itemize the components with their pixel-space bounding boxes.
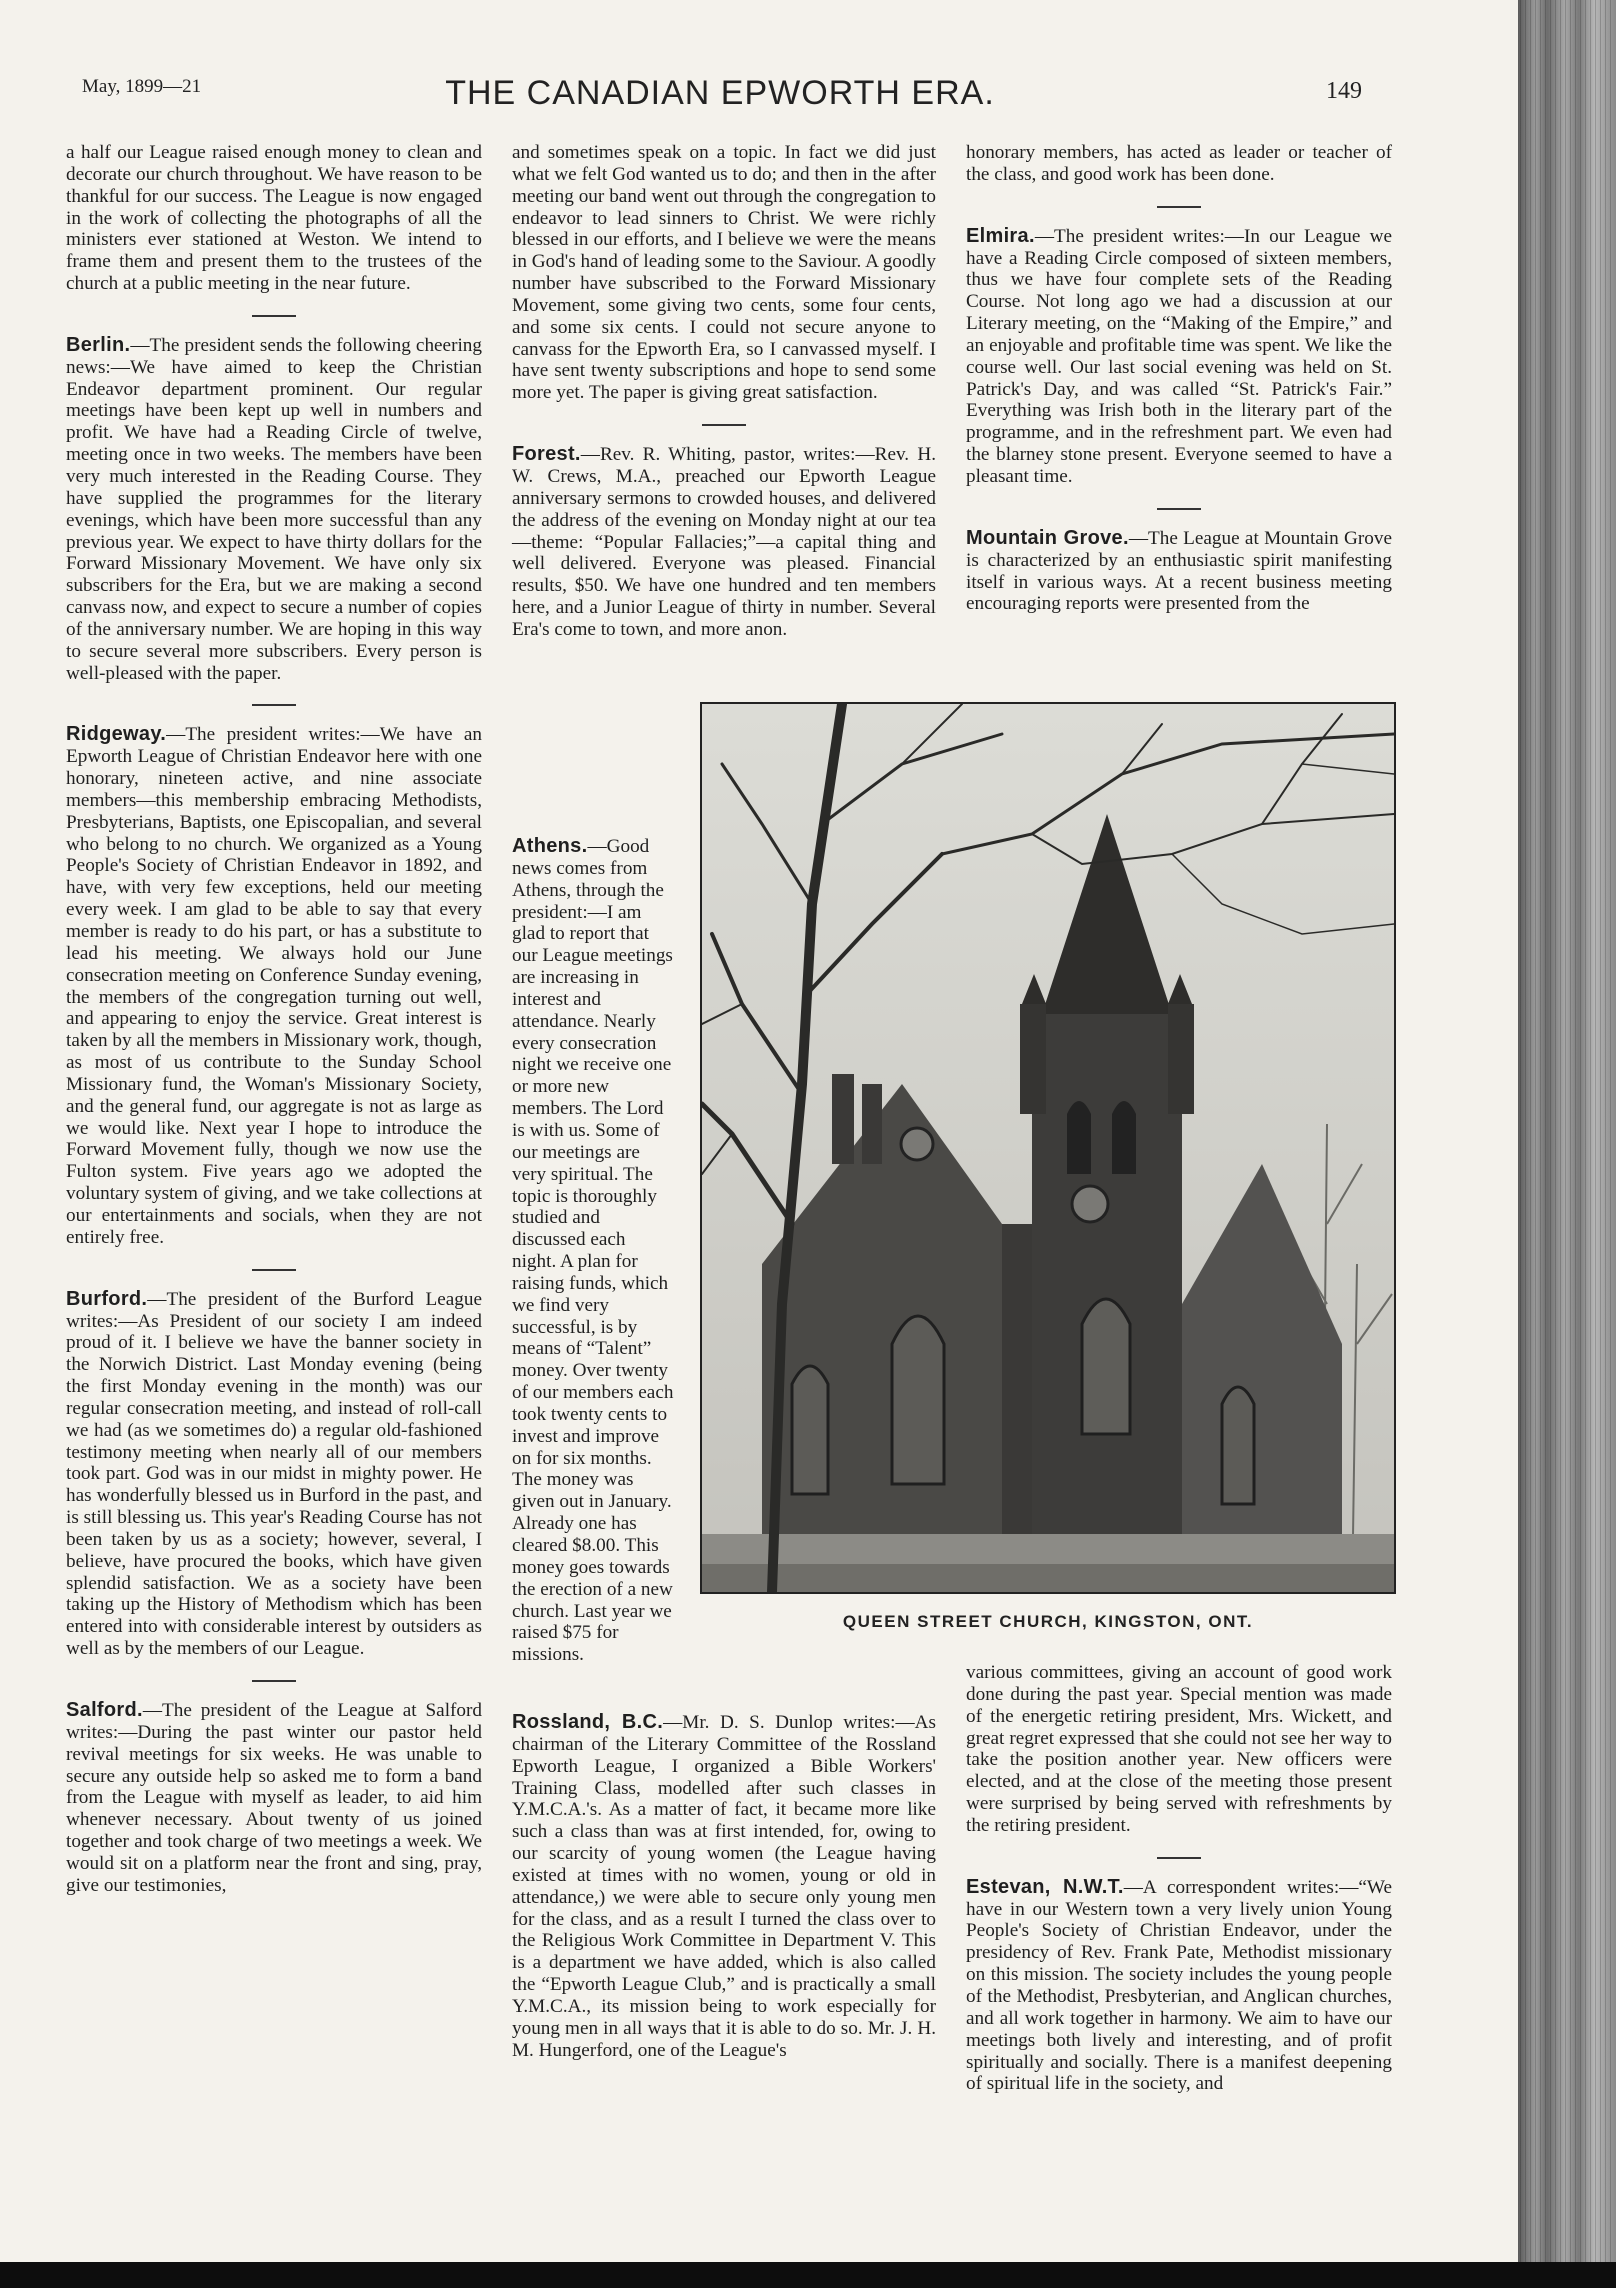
ridgeway-report	[66, 724, 482, 1248]
elmira-heading: Elmira.	[966, 224, 1035, 247]
page-edge-texture	[1520, 0, 1612, 2288]
athens-heading: Athens.	[512, 835, 588, 857]
issue-date: May, 1899—21	[82, 76, 202, 97]
berlin-text: —The president sends the following cheering news:—We have aimed to keep the Christian Endeavor department prominent. Our regular meetings have been kept up well in numbers and profit. We have had a Reading Circle of twelve, meeting once in two weeks. The members have been very much interested in the Reading Course. They have supplied the programmes for the literary evenings, which have been more successful than any previous year. We expect to have thirty dollars for the Forward Missionary Movement. We have only six subscribers for the Era, but we are making a second canvass now, and expect to secure a number of copies of the anniversary number. We are hoping in this way to secure several more subscribers. Every person is well-pleased with the paper.	[66, 334, 482, 684]
elmira-text: —The president writes:—In our League we have a Reading Circle composed of sixteen members, thus we have four complete sets of the Reading Course. Not long ago we had a discussion at our Literary meeting, on the “Making of the Empire,” and an enjoyable and profitable time was spent. We like the course well. Our last social evening was held on St. Patrick's Day, and was called “St. Patrick's Fair.” Everything was Irish both in the literary part of the programme, and in the refreshment part. We even had the blarney stone present. Everyone seemed to have a pleasant time.	[966, 225, 1392, 487]
rossland-continuation: honorary members, has acted as leader or teacher of the class, and good work has been done.	[966, 142, 1392, 185]
athens-text: —Good news comes from Athens, through the president:—I am glad to report that our League meetings are increasing in interest and attendance. Nearly every consecration night we receive one or more new members. The Lord is with us. Some of our meetings are very spiritual. The topic is thoroughly studied and discussed each night. A plan for raising funds, which we find very successful, is by means of “Talent” money. Over twenty of our members each took twenty cents to invest and improve on for six months. The money was given out in January. Already one has cleared $8.00. This money goes towards the erection of a new church. Last year we raised $75 for missions.	[512, 836, 674, 1666]
ridgeway-text: —The president writes:—We have an Epworth League of Christian Endeavor here with one honorary, nineteen active, and nine associate members—this membership embracing Methodists, Presbyterians, Baptists, one Episcopalian, and several who belong to no church. We organized as a Young People's Society of Christian Endeavor in 1892, and have, with very few exceptions, held our meeting every week. I am glad to be able to say that every member is ready to do his part, or has a substitute to lead his meeting. We always hold our June consecration meeting on Conference Sunday evening, the members of the congregation turning out well, and appearing to enjoy the service. Great interest is taken by all the members in Missionary work, though, as most of us contribute to the Sunday School Missionary fund, the Woman's Missionary Society, and the general fund, our aggregate is not as large as we would like. Next year I hope to introduce the Forward Movement fully, though we now use the Fulton system. Five years ago we adopted the voluntary system of giving, and we take collections at our entertainments and socials, when they are not entirely free.	[66, 724, 482, 1248]
mountain-grove-text: —The League at Mountain Grove is characterized by an enthusiastic spirit manifesting itself in various ways. At a recent business meeting encouraging reports were presented from the	[966, 527, 1392, 615]
column-left	[66, 142, 482, 1897]
masthead-title: THE CANADIAN EPWORTH ERA.	[445, 74, 995, 112]
burford-text: —The president of the Burford League writes:—As President of our society I am indeed proud of it. I believe we have the banner society in the Norwich District. Last Monday evening (being the first Monday evening in the month) was our regular consecration meeting, and instead of roll-call we had (as we sometimes do) a regular old-fashioned testimony meeting when nearly all of our members took part. God was in our midst in mighty power. He has wonderfully blessed us in Burford in the past, and is still blessing us. This year's Reading Course has not been taken by us as a society; however, several, I believe, have procured the books, which have given splendid satisfaction. We as a society have been taking up the History of Methodism which has been entered into with considerable interest by outsiders as well as by the members of our League.	[66, 1288, 482, 1660]
berlin-heading: Berlin.	[66, 333, 131, 356]
rossland-report	[512, 1712, 936, 2062]
photo-caption: QUEEN STREET CHURCH, KINGSTON, ONT.	[842, 1612, 1254, 1631]
ridgeway-heading: Ridgeway.	[66, 723, 167, 746]
salford-heading: Salford.	[66, 1699, 143, 1721]
section-rule	[1157, 206, 1201, 208]
section-rule	[702, 424, 746, 426]
page-number: 149	[1326, 78, 1362, 104]
church-photograph	[700, 702, 1396, 1594]
burford-heading: Burford.	[66, 1287, 148, 1310]
section-rule	[252, 315, 296, 317]
estevan-report	[966, 1877, 1392, 2095]
forest-report	[512, 444, 936, 641]
column-middle-top	[512, 142, 936, 641]
mountain-grove-report	[966, 528, 1392, 615]
forest-heading: Forest.	[512, 443, 581, 466]
section-rule	[252, 704, 296, 706]
elmira-report	[966, 226, 1392, 488]
mountain-grove-heading: Mountain Grove.	[966, 526, 1129, 549]
estevan-text: —A correspondent writes:—“We have in our Western town a very lively union Young People's Society of Christian Endeavor, under the presidency of Rev. Frank Pate, Methodist missionary on this mission. The society includes the young people of the Methodist, Presbyterian, and Anglican churches, and all work together in harmony. We aim to have our meetings both lively and interesting, and of profit spiritually and socially. There is a manifest deepening of spiritual life in the society, and	[966, 1876, 1392, 2095]
church-illustration	[702, 704, 1394, 1592]
mountain-grove-continuation: various committees, giving an account of good work done during the past year. Special mention was made of the energetic retiring president, Mrs. Wickett, and great regret expressed that she could not see her way to take the position another year. New officers were elected, and at the close of the meeting those present were surprised by being served with refreshments by the retiring president.	[966, 1662, 1392, 1836]
salford-text: —The president of the League at Salford writes:—During the past winter our pastor held revival meetings for six weeks. He was unable to secure any outside help so asked me to form a band from the League with myself as leader, to aid him whenever necessary. About twenty of us joined together and took charge of two meetings a week. We would sit on a platform near the front and sing, pray, give our testimonies,	[66, 1700, 482, 1896]
forest-text: —Rev. R. Whiting, pastor, writes:—Rev. H. W. Crews, M.A., preached our Epworth League anniversary sermons to crowded houses, and delivered the address of the evening on Monday night at our tea—theme: “Popular Fallacies;”—a capital thing and well delivered. Everyone was pleased. Financial results, $50. We have one hundred and ten members here, and a Junior League of thirty in number. Several Era's come to town, and more anon.	[512, 444, 936, 640]
column-middle-narrow	[512, 836, 674, 1666]
salford-continuation: and sometimes speak on a topic. In fact we did just what we felt God wanted us to do; and then in the after meeting our band went out through the congregation to endeavor to lead sinners to Christ. We were richly blessed in our efforts, and I believe we were the means in God's hand of leading some to the Saviour. A goodly number have subscribed to the Forward Missionary Movement, some giving two cents, some four cents, and some six cents. I could not secure anyone to canvass for the Epworth Era, so I canvassed myself. I have sent twenty subscriptions and hope to send some more yet. The paper is giving great satisfaction.	[512, 142, 936, 404]
athens-report	[512, 836, 674, 1666]
column-middle-bottom	[512, 1712, 936, 2062]
section-rule	[1157, 1857, 1201, 1859]
section-rule	[252, 1680, 296, 1682]
column-right-bottom	[966, 1662, 1392, 2095]
salford-report	[66, 1700, 482, 1897]
column-right-top	[966, 142, 1392, 615]
scan-border	[0, 2262, 1616, 2288]
section-rule	[1157, 508, 1201, 510]
weston-continuation: a half our League raised enough money to clean and decorate our church throughout. We have reason to be thankful for our success. The League is now engaged in the work of collecting the photographs of all the ministers ever stationed at Weston. We intend to frame them and present them to the trustees of the church at a public meeting in the near future.	[66, 142, 482, 295]
burford-report	[66, 1289, 482, 1660]
berlin-report	[66, 335, 482, 685]
estevan-heading: Estevan, N.W.T.	[966, 1875, 1124, 1898]
rossland-text: —Mr. D. S. Dunlop writes:—As chairman of the Literary Committee of the Rossland Epworth League, I organized a Bible Workers' Training Class, modelled after such classes in Y.M.C.A.'s. As a matter of fact, it became more like such a class than was at first intended, for, owing to our scarcity of young women (the League having existed at times with no women, young or old in attendance,) we were able to secure only young men for the class, and as a result I turned the class over to the Religious Work Committee in Department V. This is a department we have added, which is also called the “Epworth League Club,” and is practically a small Y.M.C.A., its mission being to work especially for young men in all ways that it is able to do so. Mr. J. H. M. Hungerford, one of the League's	[512, 1712, 936, 2061]
section-rule	[252, 1269, 296, 1271]
rossland-heading: Rossland, B.C.	[512, 1711, 664, 1733]
